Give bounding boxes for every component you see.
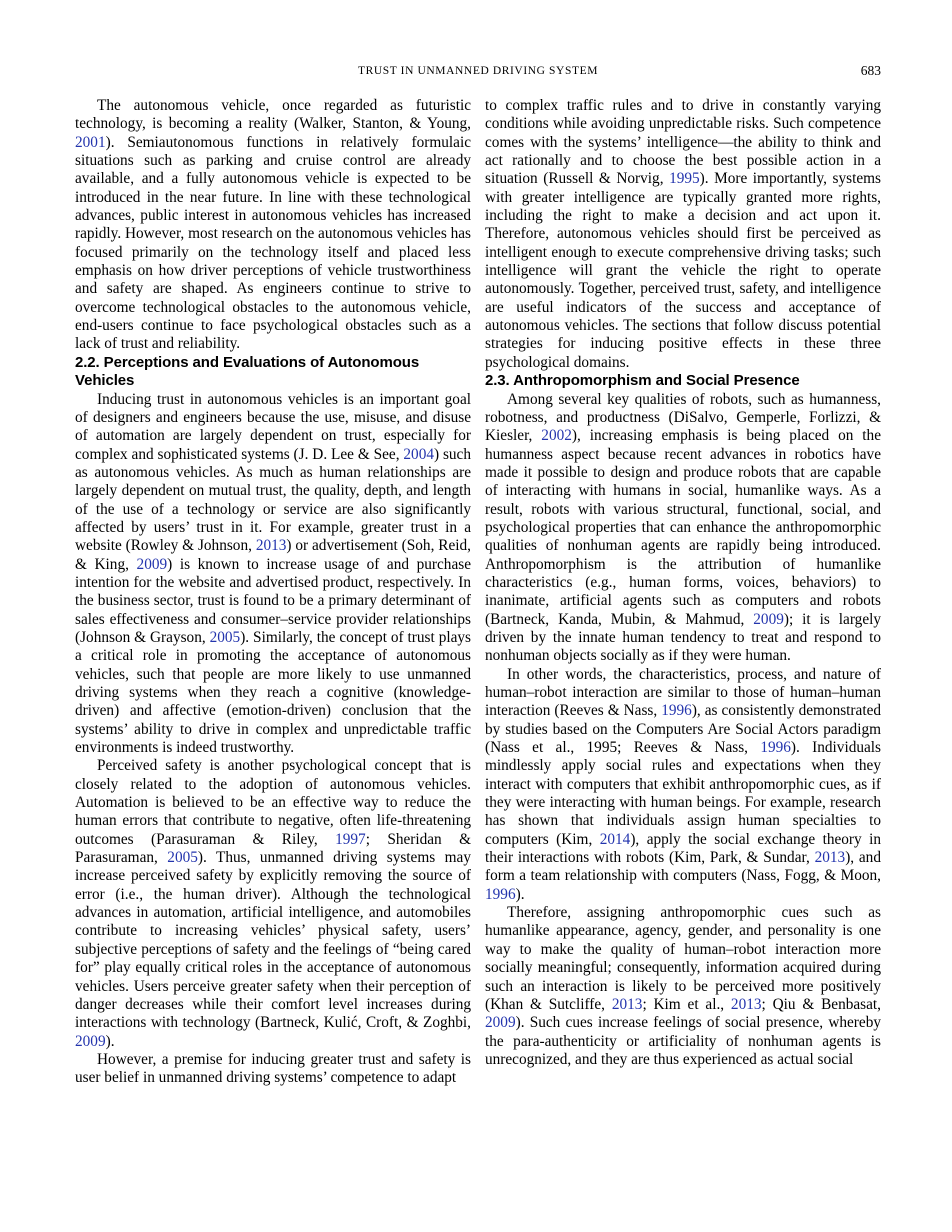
citation-link[interactable]: 2005 <box>209 628 241 646</box>
left-column <box>75 97 471 1088</box>
citation-link[interactable]: 2009 <box>753 610 784 628</box>
paragraph-casa-paradigm: In other words, the characteristics, process, and nature of human–robot interaction are similar to those of human–human interaction (Reeves & Nass, 1996), as consistently demonstrated by studies based on the Computers Are Social Actors paradigm (Nass et al., 1995; Reeves & Nass, 1996). Individuals mindlessly apply social rules and expectations when they interact with computers that exhibit anthropomorphic cues, as if they were interacting with human beings. For example, research has shown that individuals assign human specialties to computers (Kim, 2014), apply the social exchange theory in their interactions with robots (Kim, Park, & Sundar, 2013), and form a team relationship with computers (Nass, Fogg, & Moon, 1996). <box>485 665 882 903</box>
running-head-title: TRUST IN UNMANNED DRIVING SYSTEM <box>357 65 599 77</box>
citation-link[interactable]: 1997 <box>335 830 366 848</box>
citation-link[interactable]: 2009 <box>136 555 168 573</box>
page-number: 683 <box>860 63 881 78</box>
citation-link[interactable]: 2013 <box>730 995 762 1013</box>
citation-link[interactable]: 1996 <box>760 739 791 757</box>
section-heading-2-3: 2.3. Anthropomorphism and Social Presence <box>485 372 800 390</box>
citation-link[interactable]: 2013 <box>814 849 846 867</box>
citation-link[interactable]: 2014 <box>599 830 631 848</box>
section-heading-2-2: 2.2. Perceptions and Evaluations of Autonomous Vehicles <box>75 353 420 390</box>
citation-link[interactable]: 1996 <box>661 702 692 720</box>
paragraph-robot-qualities: Among several key qualities of robots, such as humanness, robotness, and productness (DiSalvo, Gemperle, Forlizzi, & Kiesler, 2002), increasing emphasis is being placed on the humanness aspect because recent advances in robotics have made it possible to design and produce robots that are capable of interacting with humans in social, humanlike ways. As a result, robots with various structural, functional, social, and psychological properties that can enhance the anthropomorphic qualities of nonhuman agents are rapidly being introduced. Anthropomorphism is the attribution of humanlike characteristics (e.g., human forms, voices, behaviors) to inanimate, artificial agents such as computers and robots (Bartneck, Kanda, Mubin, & Mahmud, 2009); it is largely driven by the innate human tendency to treat and respond to nonhuman objects socially as if they were human. <box>485 390 882 665</box>
citation-link[interactable]: 2009 <box>75 1032 106 1050</box>
citation-link[interactable]: 1995 <box>669 170 700 188</box>
citation-link[interactable]: 2004 <box>403 445 434 463</box>
citation-link[interactable]: 2001 <box>75 133 106 151</box>
citation-link[interactable]: 2013 <box>255 537 287 555</box>
citation-link[interactable]: 2002 <box>541 427 572 445</box>
citation-link[interactable]: 2009 <box>485 1014 516 1032</box>
paragraph-anthropomorphic-cues: Therefore, assigning anthropomorphic cues such as humanlike appearance, agency, gender, and personality is one way to make the quality of human–robot interaction more socially meaningful; consequently, information acquired during such an interaction is likely to be perceived more positively (Khan & Sutcliffe, 2013; Kim et al., 2013; Qiu & Benbasat, 2009). Such cues increase feelings of social presence, whereby the para-authenticity or artificiality of nonhuman agents is unrecognized, and they are thus experienced as actual social <box>485 904 881 1068</box>
page-header <box>75 63 881 81</box>
paragraph-trust: Inducing trust in autonomous vehicles is an important goal of designers and engineers because the use, misuse, and disuse of automation are largely dependent on trust, especially for complex and sophisticated systems (J. D. Lee & See, 2004) such as autonomous vehicles. As much as human relationships are largely dependent on mutual trust, the quality, depth, and length of the use of a technology or service are also significantly affected by users’ trust in it. For example, greater trust in a website (Rowley & Johnson, 2013) or advertisement (Soh, Reid, & King, 2009) is known to increase usage of and purchase intention for the website and advertised product, respectively. In the business sector, trust is found to be a primary determinant of sales effectiveness and consumer–service provider relationships (Johnson & Grayson, 2005). Similarly, the concept of trust plays a critical role in promoting the acceptance of autonomous vehicles, such that people are more likely to use unmanned driving systems when they reach a cognitive (knowledge-driven) and affective (emotion-driven) conclusion that the systems’ ability to drive in complex and unpredictable traffic environments is indeed trustworthy. <box>75 390 472 757</box>
citation-link[interactable]: 2013 <box>611 995 643 1013</box>
paragraph-premise: However, a premise for inducing greater trust and safety is user belief in unmanned driving systems’ competence to adapt <box>75 1050 471 1087</box>
right-column <box>485 97 881 1088</box>
paragraph-intro: The autonomous vehicle, once regarded as futuristic technology, is becoming a reality (Walker, Stanton, & Young, 2001). Semiautonomous functions in relatively formulaic situations such as parking and cruise control are already available, and a fully autonomous vehicle is expected to be introduced in the near future. In line with these technological advances, public interest in autonomous vehicles has increased rapidly. However, most research on the autonomous vehicles has focused primarily on the technology itself and placed less emphasis on how driver perceptions of vehicle trustworthiness and safety are shaped. As engineers continue to strive to overcome technological obstacles to the autonomous vehicle, end-users continue to face psychological obstacles such as a lack of trust and reliability. <box>75 97 472 353</box>
citation-link[interactable]: 2005 <box>167 849 198 867</box>
text-columns <box>75 97 881 1088</box>
paragraph-competence-continued: to complex traffic rules and to drive in constantly varying conditions while avoiding unpredictable risks. Such competence comes with the systems’ intelligence—the ability to think and act rationally and to choose the best possible action in a situation (Russell & Norvig, 1995). More importantly, systems with greater intelligence are typically granted more rights, including the right to make a decision and act upon it. Therefore, autonomous vehicles should first be perceived as intelligent enough to execute comprehensive driving tasks; such intelligence will grant the vehicle the right to operate autonomously. Together, perceived trust, safety, and intelligence are useful indicators of the success and acceptance of autonomous vehicles. The sections that follow discuss potential strategies for inducing positive effects in these three psychological domains. <box>485 97 881 371</box>
paragraph-perceived-safety: Perceived safety is another psychological concept that is closely related to the adoption of autonomous vehicles. Automation is believed to be an effective way to reduce the human errors that contribute to negative, often life-threatening outcomes (Parasuraman & Riley, 1997; Sheridan & Parasuraman, 2005). Thus, unmanned driving systems may increase perceived safety by explicitly removing the source of error (i.e., the human driver). Although the technological advances in automation, artificial intelligence, and automobiles contribute to increasing vehicles’ physical safety, users’ subjective perceptions of safety and the feelings of “being cared for” play equally critical roles in the acceptance of autonomous vehicles. Users perceive greater safety when their perception of danger decreases while their comfort level increases during interactions with technology (Bartneck, Kulić, Croft, & Zoghbi, 2009). <box>75 757 471 1050</box>
citation-link[interactable]: 1996 <box>485 885 516 903</box>
